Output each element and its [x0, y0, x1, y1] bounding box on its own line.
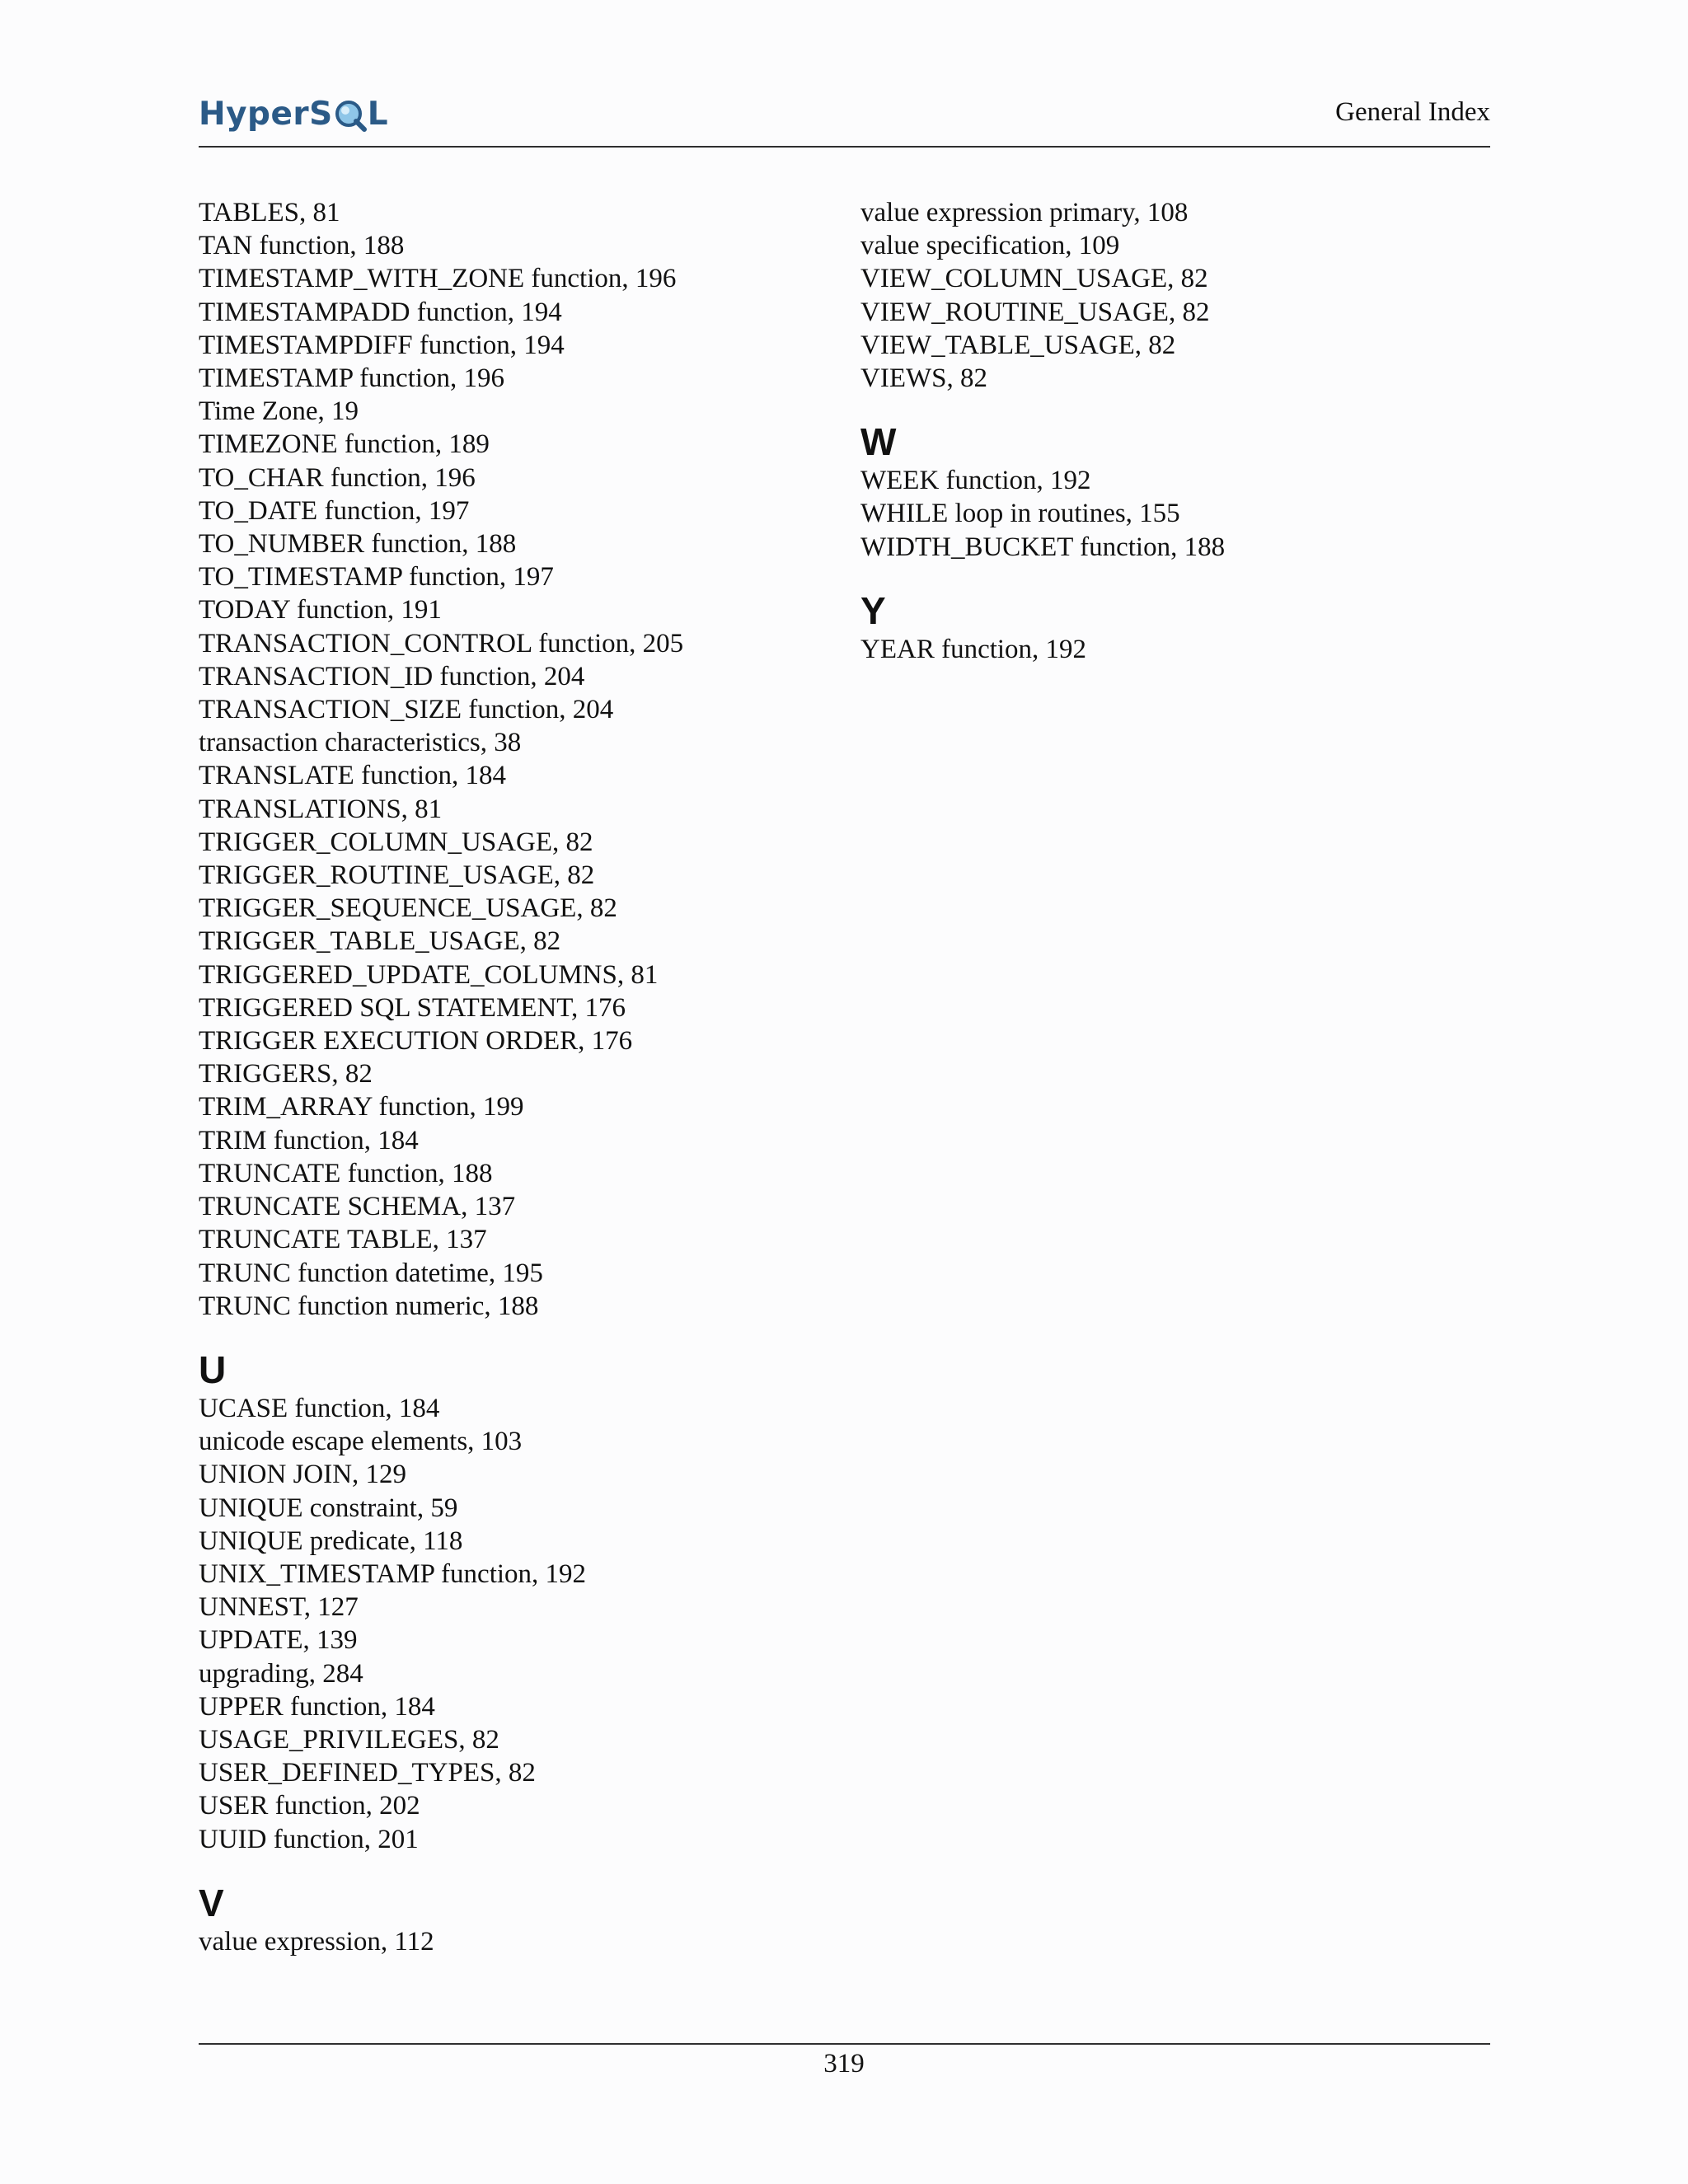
index-entry: unicode escape elements, 103 — [199, 1427, 523, 1457]
index-entry: TIMESTAMPADD function, 194 — [199, 297, 562, 327]
index-entry: TRIGGERED SQL STATEMENT, 176 — [199, 992, 626, 1023]
index-column-left — [199, 196, 825, 1958]
index-letter-w: W — [860, 420, 897, 464]
index-entry: VIEWS, 82 — [860, 363, 987, 394]
footer-rule — [199, 2043, 1490, 2045]
index-column-right — [860, 196, 1487, 666]
index-entry: TIMESTAMP_WITH_ZONE function, 196 — [199, 264, 677, 294]
index-entry: TIMEZONE function, 189 — [199, 429, 490, 460]
section-title: General Index — [1335, 97, 1490, 127]
index-letter-u: U — [199, 1347, 227, 1391]
index-group-v-continued — [860, 196, 1487, 395]
logo-q-magnifier-icon — [334, 98, 367, 131]
index-entry: TO_CHAR function, 196 — [199, 462, 476, 493]
index-entry: TAN function, 188 — [199, 231, 405, 261]
index-entry: TRANSACTION_CONTROL function, 205 — [199, 628, 684, 658]
index-entry: UNIX_TIMESTAMP function, 192 — [199, 1558, 587, 1589]
index-entry: TRIGGERS, 82 — [199, 1059, 373, 1090]
index-group-u — [199, 1392, 825, 1856]
index-entry: transaction characteristics, 38 — [199, 728, 522, 758]
index-entry: UNIQUE predicate, 118 — [199, 1526, 463, 1556]
index-entry: TRANSACTION_ID function, 204 — [199, 661, 585, 691]
index-entry: TIMESTAMPDIFF function, 194 — [199, 330, 565, 360]
hypersql-logo — [199, 96, 388, 133]
index-entry: TABLES, 81 — [199, 198, 340, 227]
index-entry: TRUNCATE TABLE, 137 — [199, 1225, 487, 1255]
index-entry: USER function, 202 — [199, 1791, 420, 1821]
index-entry: USER_DEFINED_TYPES, 82 — [199, 1758, 536, 1788]
index-entry: upgrading, 284 — [199, 1658, 363, 1689]
index-entry: VIEW_TABLE_USAGE, 82 — [860, 330, 1176, 360]
index-entry: UPDATE, 139 — [199, 1625, 358, 1656]
index-entry: TODAY function, 191 — [199, 595, 442, 626]
index-entry: TRUNC function datetime, 195 — [199, 1258, 543, 1288]
index-entry: TRUNC function numeric, 188 — [199, 1291, 539, 1321]
index-entry: TIMESTAMP function, 196 — [199, 363, 505, 394]
index-entry: UUID function, 201 — [199, 1824, 419, 1854]
index-entry: WIDTH_BUCKET function, 188 — [860, 532, 1226, 562]
index-entry: TRANSLATE function, 184 — [199, 761, 507, 791]
index-entry: TRIM function, 184 — [199, 1125, 419, 1155]
index-entry: TRIGGER_ROUTINE_USAGE, 82 — [199, 860, 595, 891]
index-entry: value expression, 112 — [199, 1926, 434, 1957]
page-header — [199, 92, 1490, 148]
index-entry: TO_NUMBER function, 188 — [199, 529, 517, 560]
index-entry: TRIGGER EXECUTION ORDER, 176 — [199, 1026, 633, 1057]
header-rule — [199, 146, 1490, 148]
index-entry: UPPER function, 184 — [199, 1691, 435, 1722]
index-group-v — [199, 1925, 825, 1958]
index-entry: TRANSACTION_SIZE function, 204 — [199, 695, 614, 725]
index-entry: UCASE function, 184 — [199, 1393, 440, 1423]
index-entry: TO_DATE function, 197 — [199, 495, 470, 526]
index-entry: value specification, 109 — [860, 231, 1120, 261]
index-entry: USAGE_PRIVILEGES, 82 — [199, 1724, 499, 1755]
index-entry: TRIM_ARRAY function, 199 — [199, 1092, 524, 1122]
index-entry: TRIGGER_COLUMN_USAGE, 82 — [199, 827, 593, 857]
index-entry: UNNEST, 127 — [199, 1592, 359, 1623]
index-letter-y: Y — [860, 588, 886, 632]
index-group-w — [860, 464, 1487, 564]
index-entry: YEAR function, 192 — [860, 634, 1087, 664]
index-entry: TO_TIMESTAMP function, 197 — [199, 562, 554, 593]
index-entry: WEEK function, 192 — [860, 466, 1091, 496]
index-entry: VIEW_ROUTINE_USAGE, 82 — [860, 297, 1210, 327]
index-entry: TRIGGER_SEQUENCE_USAGE, 82 — [199, 893, 617, 924]
index-entry: Time Zone, 19 — [199, 396, 359, 427]
logo-text-suffix: L — [367, 96, 389, 133]
index-entry: TRIGGER_TABLE_USAGE, 82 — [199, 926, 561, 957]
logo-text-prefix: HyperS — [199, 96, 333, 133]
index-group-y — [860, 633, 1487, 666]
index-entry: TRANSLATIONS, 81 — [199, 794, 443, 824]
index-entry: value expression primary, 108 — [860, 198, 1189, 227]
index-entry: UNIQUE constraint, 59 — [199, 1493, 458, 1523]
index-letter-v: V — [199, 1881, 224, 1924]
index-entry: WHILE loop in routines, 155 — [860, 499, 1180, 529]
index-entry: VIEW_COLUMN_USAGE, 82 — [860, 264, 1208, 294]
index-group-t — [199, 196, 825, 1323]
page-number: 319 — [823, 2049, 865, 2079]
index-entry: UNION JOIN, 129 — [199, 1460, 407, 1490]
index-entry: TRUNCATE function, 188 — [199, 1158, 493, 1188]
index-entry: TRIGGERED_UPDATE_COLUMNS, 81 — [199, 959, 659, 990]
index-entry: TRUNCATE SCHEMA, 137 — [199, 1192, 516, 1222]
